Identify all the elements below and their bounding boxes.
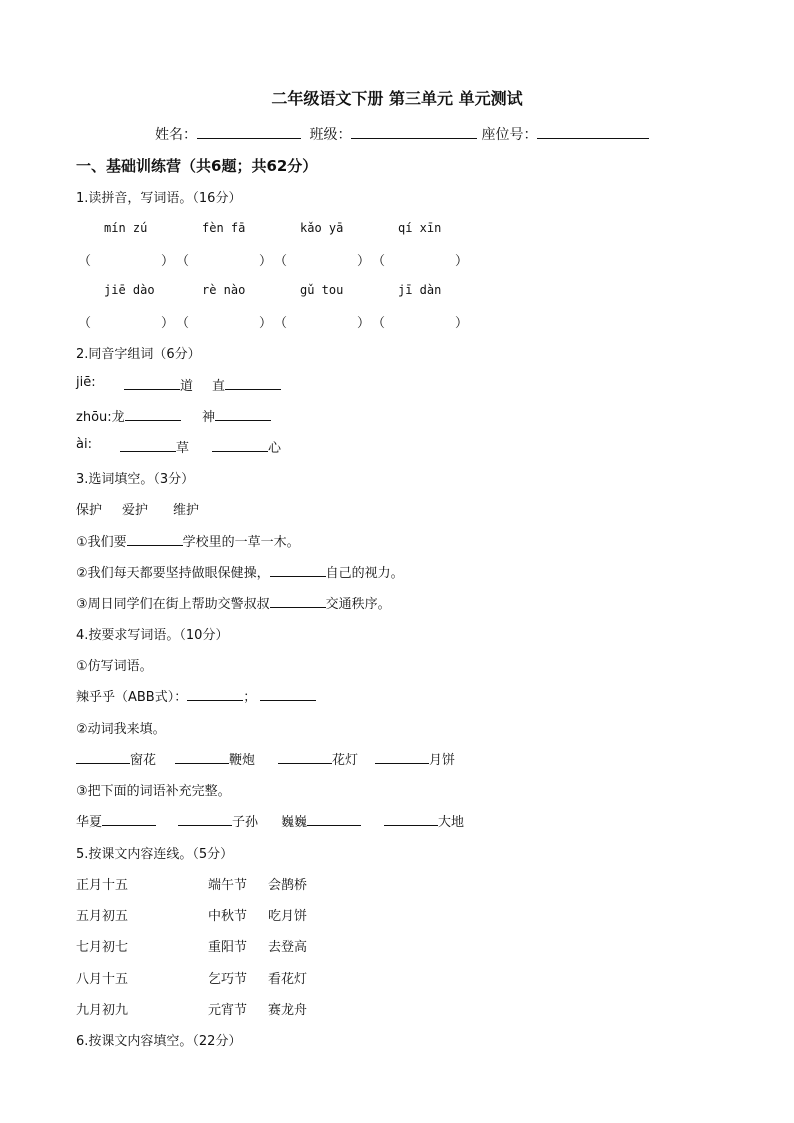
custom-item[interactable]: 会鹊桥 [268,878,308,893]
name-label: 姓名： [155,127,197,143]
festival-item[interactable]: 重阳节 [208,940,248,955]
pinyin: qí xīn [398,221,442,235]
q4-title: 4.按要求写词语。（10分） [76,628,229,643]
blank-line[interactable] [212,438,268,452]
answer-box[interactable]: （ ） [274,316,371,331]
pinyin: fèn fā [202,221,246,235]
word-option: 爱护 [122,503,149,518]
subquestion: ②动词我来填。 [76,722,166,737]
phrase-item: 子孙 [178,811,258,830]
blank-line[interactable] [125,407,181,421]
page-title: 二年级语文下册 第三单元 单元测试 [271,89,523,108]
class-label: 班级： [309,127,352,143]
pinyin-label: ài: [76,437,92,452]
blank-line[interactable] [384,812,438,826]
date-item[interactable]: 正月十五 [76,878,129,893]
sentence: ①我们要 学校里的一草一木。 [76,531,300,550]
verb-item: 窗花 [76,749,156,768]
homophone-item: 草 [120,437,189,456]
seat-label: 座位号： [481,127,538,143]
q3-title: 3.选词填空。（3分） [76,472,195,487]
blank-line[interactable] [225,376,281,390]
phrase-item: 华夏 [76,811,156,830]
custom-item[interactable]: 赛龙舟 [268,1003,308,1018]
verb-item: 月饼 [375,749,455,768]
pinyin: jiē dào [104,283,155,297]
blank-line[interactable] [102,812,156,826]
student-info-line [155,124,653,144]
blank-line[interactable] [178,812,232,826]
answer-box[interactable]: （ ） [372,254,469,269]
verb-item: 花灯 [278,749,358,768]
blank-line[interactable] [120,438,176,452]
word-option: 维护 [173,503,200,518]
festival-item[interactable]: 乞巧节 [208,972,248,987]
festival-item[interactable]: 中秋节 [208,909,248,924]
custom-item[interactable]: 去登高 [268,940,308,955]
q6-title: 6.按课文内容填空。（22分） [76,1034,242,1049]
homophone-item: 神 [202,406,271,425]
answer-box[interactable]: （ ） [78,316,175,331]
festival-item[interactable]: 端午节 [208,878,248,893]
answer-box[interactable]: （ ） [176,254,273,269]
date-item[interactable]: 七月初七 [76,940,129,955]
custom-item[interactable]: 看花灯 [268,972,308,987]
answer-box[interactable]: （ ） [372,316,469,331]
blank-line[interactable] [270,594,326,608]
answer-box[interactable]: （ ） [274,254,371,269]
blank-line[interactable] [76,750,130,764]
custom-item[interactable]: 吃月饼 [268,909,308,924]
festival-item[interactable]: 元宵节 [208,1003,248,1018]
homophone-row: zhōu:龙 [76,406,181,425]
date-item[interactable]: 八月十五 [76,972,129,987]
phrase-item: 大地 [384,811,464,830]
blank-line[interactable] [307,812,361,826]
blank-line[interactable] [270,563,326,577]
pinyin: mín zú [104,221,148,235]
answer-box[interactable]: （ ） [78,254,175,269]
blank-line[interactable] [127,532,183,546]
blank-line[interactable] [278,750,332,764]
seat-blank[interactable] [537,124,649,139]
q1-title: 1.读拼音，写词语。（16分） [76,191,242,206]
q5-title: 5.按课文内容连线。（5分） [76,847,234,862]
example-line: 辣乎乎（ABB式）： ； [76,686,316,705]
homophone-item: 心 [212,437,281,456]
sentence: ③周日同学们在街上帮助交警叔叔 交通秩序。 [76,593,391,612]
blank-line[interactable] [187,687,243,701]
phrase-item: 巍巍 [281,811,361,830]
subquestion: ①仿写词语。 [76,659,153,674]
date-item[interactable]: 九月初九 [76,1003,129,1018]
pinyin: kǎo yā [300,221,344,235]
pinyin-label: jiē: [76,375,96,390]
verb-item: 鞭炮 [175,749,255,768]
blank-line[interactable] [260,687,316,701]
name-blank[interactable] [197,124,301,139]
q2-title: 2.同音字组词（6分） [76,347,201,362]
class-blank[interactable] [351,124,477,139]
sentence: ②我们每天都要坚持做眼保健操， 自己的视力。 [76,562,404,581]
homophone-item: 道 [124,375,193,394]
blank-line[interactable] [215,407,271,421]
pinyin: jī dàn [398,283,442,297]
pinyin: rè nào [202,283,246,297]
subquestion: ③把下面的词语补充完整。 [76,784,231,799]
blank-line[interactable] [124,376,180,390]
section-heading: 一、基础训练营（共6题；共62分） [76,157,318,175]
word-option: 保护 [76,503,103,518]
date-item[interactable]: 五月初五 [76,909,129,924]
answer-box[interactable]: （ ） [176,316,273,331]
homophone-item: 直 [212,375,281,394]
blank-line[interactable] [175,750,229,764]
pinyin: gǔ tou [300,283,344,297]
blank-line[interactable] [375,750,429,764]
